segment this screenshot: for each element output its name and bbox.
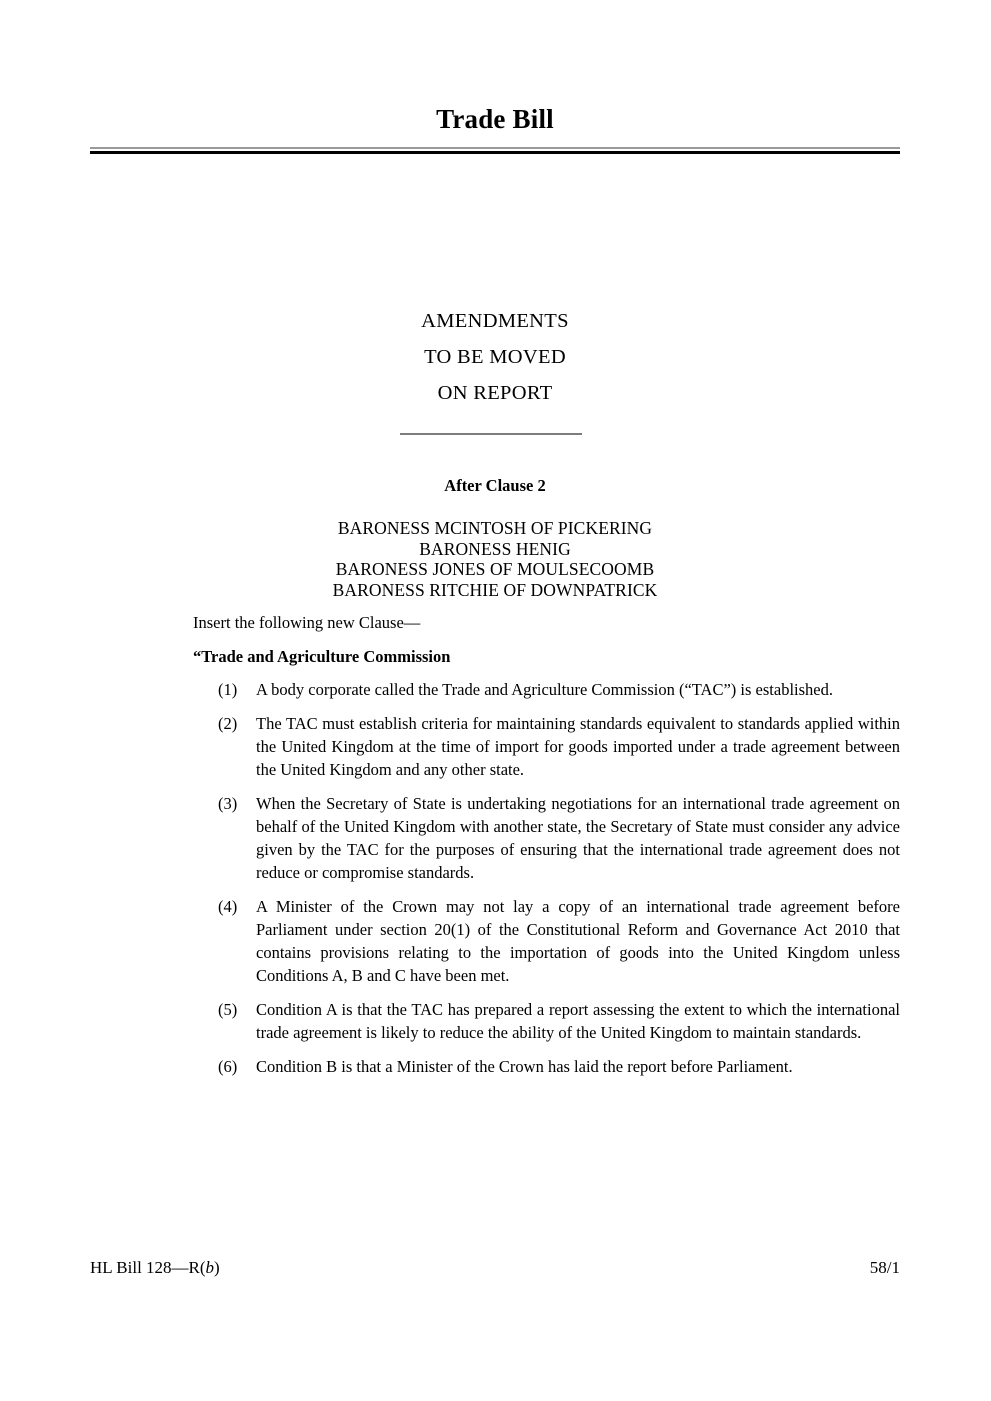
new-clause-title: “Trade and Agriculture Commission <box>193 647 451 666</box>
subsection-text: Condition A is that the TAC has prepared a report assessing the extent to which the international trade agreement is likely to reduce the ability of the United Kingdom to maintain standards. <box>256 1000 900 1042</box>
insert-instruction: Insert the following new Clause— <box>193 613 421 632</box>
subsection-number: (1) <box>218 680 238 699</box>
sponsor-name: BARONESS HENIG <box>419 538 571 559</box>
sponsor-name: BARONESS JONES OF MOULSECOOMB <box>335 559 655 579</box>
header-rule-thin <box>90 147 900 149</box>
sponsor-name: BARONESS MCINTOSH OF PICKERING <box>337 518 653 538</box>
header-double-rule <box>90 147 900 153</box>
page-number: 58/1 <box>869 1258 900 1277</box>
subsection-number: (2) <box>218 714 238 733</box>
sponsor-name: BARONESS RITCHIE OF DOWNPATRICK <box>332 579 658 600</box>
sponsor-list <box>90 518 900 600</box>
subsection-item <box>193 712 900 781</box>
subsection-number: (4) <box>218 897 238 916</box>
subsection-text: A body corporate called the Trade and Agriculture Commission (“TAC”) is established. <box>256 680 833 699</box>
bill-reference-prefix: HL Bill 128—R( <box>90 1258 206 1277</box>
amendment-body <box>193 612 900 1089</box>
notice-line-amendments: AMENDMENTS <box>421 310 569 332</box>
subsection-text: When the Secretary of State is undertaking negotiations for an international trade agreement on behalf of the United Kingdom with another state, the Secretary of State must consider any advice given by the TAC for the purposes of ensuring that the international trade agreement does not reduce or compromise standards. <box>256 794 900 882</box>
subsection-text: Condition B is that a Minister of the Crown has laid the report before Parliament. <box>256 1057 793 1076</box>
header-rule-thick <box>90 151 900 154</box>
subsection-item <box>193 678 900 701</box>
clause-heading: After Clause 2 <box>444 476 546 495</box>
subsection-number: (5) <box>218 1000 238 1019</box>
bill-reference <box>90 1258 220 1278</box>
bill-reference-italic-letter: b <box>205 1258 215 1277</box>
subsection-text: A Minister of the Crown may not lay a copy of an international trade agreement before Parliament under section 20(1) of the Constitutional Reform and Governance Act 2010 that contains provisions relating to the importation of goods into the United Kingdom unless Conditions A, B and C have been met. <box>256 897 900 985</box>
subsection-number: (6) <box>218 1057 238 1076</box>
section-divider-rule <box>400 433 582 435</box>
page-title: Trade Bill <box>436 104 554 134</box>
subsection-item <box>193 1055 900 1078</box>
subsection-number: (3) <box>218 794 238 813</box>
notice-line-on-report: ON REPORT <box>437 382 553 404</box>
subsection-list <box>193 678 900 1078</box>
subsection-item <box>193 998 900 1044</box>
subsection-item <box>193 895 900 987</box>
subsection-item <box>193 792 900 884</box>
subsection-text: The TAC must establish criteria for maintaining standards equivalent to standards applied within the United Kingdom at the time of import for goods imported under a trade agreement between the United Kingdom and any other state. <box>256 714 900 779</box>
bill-reference-suffix: ) <box>214 1258 220 1277</box>
notice-line-to-be-moved: TO BE MOVED <box>424 346 566 368</box>
notice-block <box>90 303 900 411</box>
